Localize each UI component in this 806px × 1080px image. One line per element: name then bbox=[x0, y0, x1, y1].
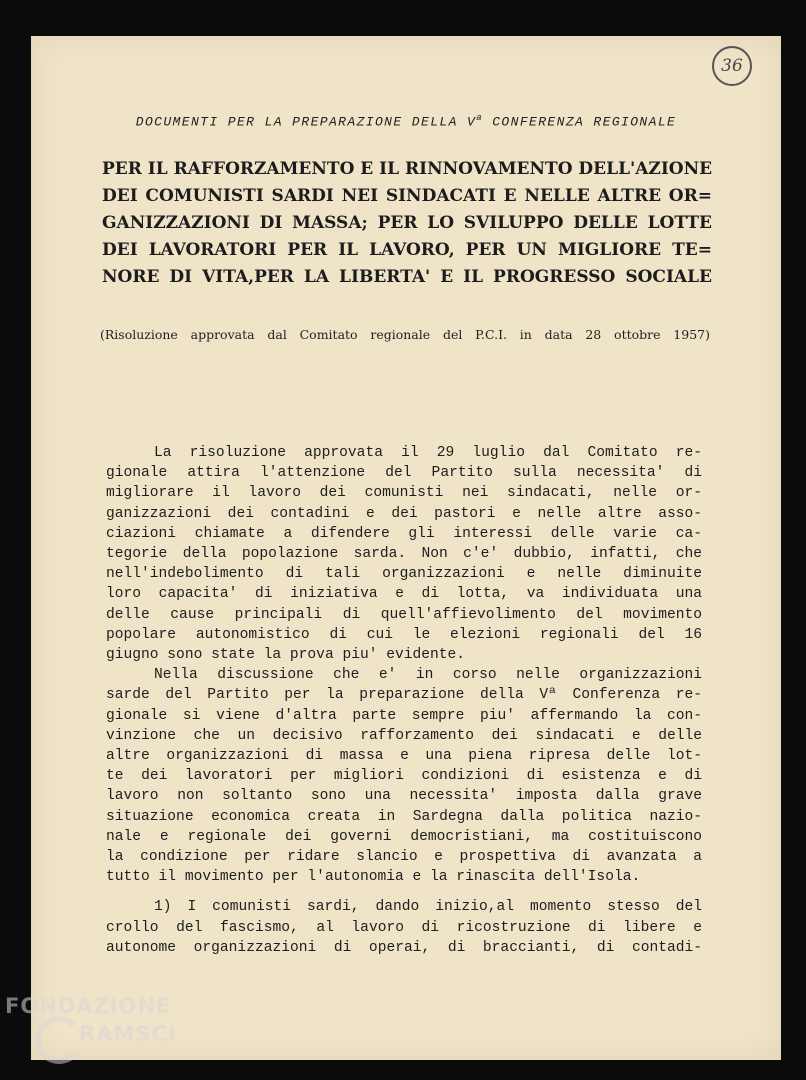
text-line: delle cause principali di quell'affievolimento del movimento bbox=[106, 606, 702, 623]
text-line: popolare autonomistico di cui le elezioni regionali del 16 bbox=[106, 626, 702, 643]
text-line: giugno sono state la prova piu' evidente. bbox=[106, 647, 466, 664]
paragraph-1 bbox=[106, 443, 702, 665]
watermark-line-1: FONDAZIONE bbox=[5, 994, 172, 1018]
title-line: GANIZZAZIONI DI MASSA; PER LO SVILUPPO DELLE LOTTE bbox=[102, 213, 712, 233]
series-title-superscript: a bbox=[476, 113, 484, 123]
text-line: loro capacita' di iniziativa e di lotta, va individuata una bbox=[106, 586, 702, 603]
text-line: tutto il movimento per l'autonomia e la rinascita dell'Isola. bbox=[106, 869, 641, 886]
paragraph-2 bbox=[106, 665, 702, 887]
text-line: nell'indebolimento di tali organizzazioni e nelle diminuite bbox=[106, 566, 702, 583]
text-line: te dei lavoratori per migliori condizioni di esistenza e di bbox=[106, 768, 702, 785]
title-line: DEI LAVORATORI PER IL LAVORO, PER UN MIGLIORE TE= bbox=[102, 240, 712, 260]
text-line: vinzione che un decisivo rafforzamento dei sindacati e delle bbox=[106, 727, 702, 744]
body-text bbox=[106, 443, 702, 958]
main-title bbox=[102, 156, 712, 291]
watermark-g-logo-icon bbox=[35, 1016, 83, 1064]
watermark-line-2: RAMSCI bbox=[79, 1022, 177, 1046]
text-line: la condizione per ridare slancio e prospettiva di avanzata a bbox=[106, 849, 702, 866]
text-line: ciazioni chiamate a difendere gli interessi delle varie ca- bbox=[106, 525, 702, 542]
section-1 bbox=[106, 897, 702, 958]
text-line: nale e regionale dei governi democristiani, ma costituiscono bbox=[106, 828, 702, 845]
text-line: ganizzazioni dei contadini e dei pastori e nelle altre asso- bbox=[106, 505, 702, 522]
text-line: tegorie della popolazione sarda. Non c'e' dubbio, infatti, che bbox=[106, 546, 702, 563]
text-line: La risoluzione approvata il 29 luglio dal Comitato re- bbox=[154, 445, 702, 461]
text-line: autonome organizzazioni di operai, di braccianti, di contadi- bbox=[106, 939, 702, 956]
text-line: situazione economica creata in Sardegna dalla politica nazio- bbox=[106, 808, 702, 825]
text-line: 1) I comunisti sardi, dando inizio,al momento stesso del bbox=[154, 899, 702, 916]
text-line: gionale attira l'attenzione del Partito sulla necessita' di bbox=[106, 465, 702, 482]
title-line: DEI COMUNISTI SARDI NEI SINDACATI E NELLE ALTRE OR= bbox=[102, 186, 712, 206]
text-line: lavoro non soltanto sono una necessita' imposta dalla grave bbox=[106, 788, 702, 805]
text-line: Nella discussione che e' in corso nelle organizzazioni bbox=[154, 667, 702, 684]
page-number-stamp: 36 bbox=[712, 46, 752, 86]
archive-watermark bbox=[5, 990, 205, 1070]
text-line: altre organizzazioni di massa e una piena ripresa delle lot- bbox=[106, 748, 702, 765]
resolution-subtitle: (Risoluzione approvata dal Comitato regionale del P.C.I. in data 28 ottobre 1957) bbox=[100, 327, 710, 342]
series-title-text: DOCUMENTI PER LA PREPARAZIONE DELLA V bbox=[135, 114, 477, 130]
series-title bbox=[76, 113, 736, 129]
text-line: gionale si viene d'altra parte sempre piu' affermando la con- bbox=[106, 707, 702, 724]
title-line: PER IL RAFFORZAMENTO E IL RINNOVAMENTO DELL'AZIONE bbox=[102, 159, 713, 179]
series-title-end: CONFERENZA REGIONALE bbox=[483, 114, 677, 130]
text-line: migliorare il lavoro dei comunisti nei sindacati, nelle or- bbox=[106, 485, 702, 502]
text-line: crollo del fascismo, al lavoro di ricostruzione di libere e bbox=[106, 919, 702, 936]
text-line: sarde del Partito per la preparazione della Vª Conferenza re- bbox=[106, 687, 702, 704]
title-line: NORE DI VITA,PER LA LIBERTA' E IL PROGRESSO SOCIALE bbox=[102, 267, 712, 287]
